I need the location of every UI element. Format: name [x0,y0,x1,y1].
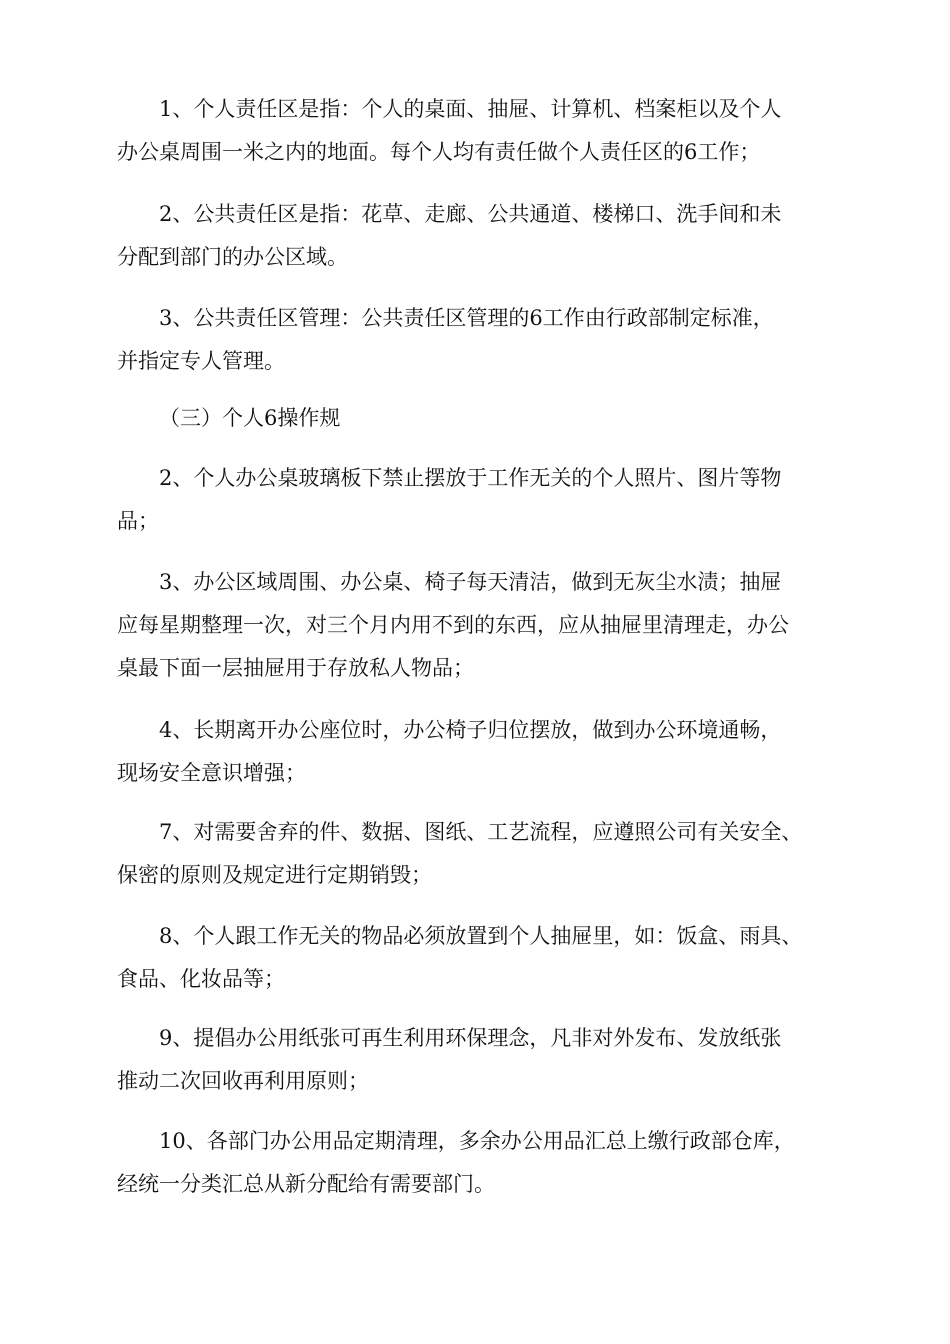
text-line: 现场安全意识增强； [117,761,306,785]
text-line: 7、对需要舍弃的件、数据、图纸、工艺流程，应遵照公司有关安全、 [159,820,803,844]
paragraph-public-management [117,297,837,383]
text-line: 办公桌周围一米之内的地面。每个人均有责任做个人责任区的6工作； [117,140,761,164]
paragraph-rule-10 [117,1120,837,1206]
paragraph-rule-8 [117,915,837,1001]
text-line: 2、公共责任区是指：花草、走廊、公共通道、楼梯口、洗手间和未 [159,202,782,226]
text-line: 分配到部门的办公区域。 [117,245,348,269]
paragraph-rule-9 [117,1017,837,1103]
paragraph-rule-3 [117,561,837,690]
text-line: 3、办公区域周围、办公桌、椅子每天清洁，做到无灰尘水渍；抽屉 [159,570,782,594]
text-line: 保密的原则及规定进行定期销毁； [117,863,432,887]
text-line: 食品、化妆品等； [117,967,285,991]
text-line: 1、个人责任区是指：个人的桌面、抽屉、计算机、档案柜以及个人 [159,97,782,121]
section-heading [117,397,837,440]
paragraph-rule-2 [117,457,837,543]
paragraph-personal-area [117,88,837,174]
text-line: 4、长期离开办公座位时，办公椅子归位摆放，做到办公环境通畅， [159,718,782,742]
text-line: 3、公共责任区管理：公共责任区管理的6工作由行政部制定标准， [159,306,774,330]
text-line: 9、提倡办公用纸张可再生利用环保理念，凡非对外发布、发放纸张 [159,1026,782,1050]
text-line: 桌最下面一层抽屉用于存放私人物品； [117,656,474,680]
section-heading-text: （三）个人6操作规 [159,406,341,430]
text-line: 经统一分类汇总从新分配给有需要部门。 [117,1172,495,1196]
paragraph-public-area [117,193,837,279]
text-line: 品； [117,509,159,533]
text-line: 2、个人办公桌玻璃板下禁止摆放于工作无关的个人照片、图片等物 [159,466,782,490]
paragraph-rule-7 [117,811,837,897]
text-line: 推动二次回收再利用原则； [117,1069,369,1093]
paragraph-rule-4 [117,709,837,795]
text-line: 并指定专人管理。 [117,349,285,373]
text-line: 10、各部门办公用品定期清理，多余办公用品汇总上缴行政部仓库， [159,1129,795,1153]
text-line: 应每星期整理一次，对三个月内用不到的东西，应从抽屉里清理走，办公 [117,613,789,637]
text-line: 8、个人跟工作无关的物品必须放置到个人抽屉里，如：饭盒、雨具、 [159,924,803,948]
